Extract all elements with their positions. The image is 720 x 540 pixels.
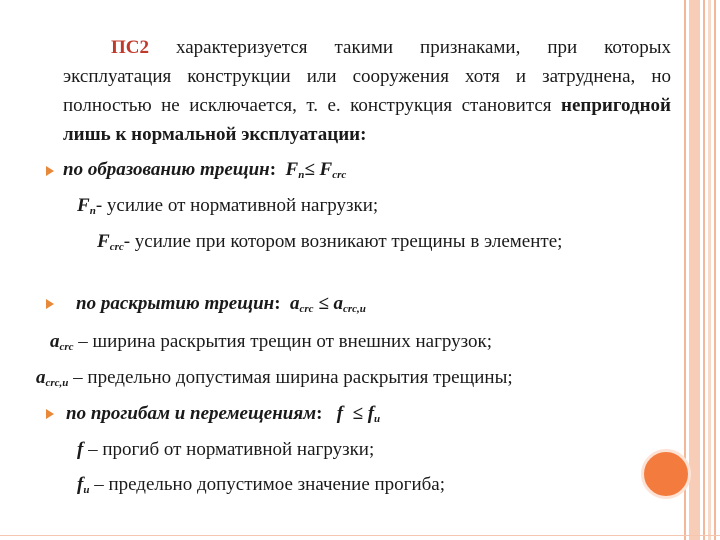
decor-bottom-line: [0, 535, 720, 536]
section2-def2: $a_{crc,u}$ – предельно допустимая ширина раскрытия трещины;: [36, 367, 513, 389]
section2-heading: по раскрытию трещин: [76, 293, 275, 314]
section3-formula: $f \le f_u$: [336, 403, 381, 425]
section3-def2: $f_u$ – предельно допустимое значение прогиба;: [77, 474, 446, 496]
section2-def1: $a_{crc}$ – ширина раскрытия трещин от внешних нагрузок;: [50, 331, 493, 353]
intro-text: характеризуется такими признаками, при которых эксплуатация конструкции или сооружения хотя и затруднена, но полностью не исключается, т. е. конструкция становится: [63, 37, 671, 116]
decor-stripe: [708, 0, 711, 540]
intro-paragraph: [63, 33, 671, 149]
section1-heading: по образованию трещин: [63, 159, 270, 180]
section3-heading-line: по прогибам и перемещениям: $f \le f_u$: [66, 403, 381, 425]
decor-stripe: [689, 0, 700, 540]
section1-formula: $F_n\le F_{crc}$: [285, 159, 347, 181]
bullet-icon: [46, 409, 54, 419]
intro-bold-text: непригодной лишь к нормальной эксплуатации:: [63, 95, 671, 145]
ps2-term: ПС2: [111, 37, 149, 58]
bullet-icon: [46, 299, 54, 309]
section2-heading-line: по раскрытию трещин: $a_{crc} \le a_{crc,u}$: [76, 293, 366, 315]
decor-circle: [641, 449, 691, 499]
section3-heading: по прогибам и перемещениям: [66, 403, 317, 424]
section3-def1: f – прогиб от нормативной нагрузки;: [77, 439, 375, 460]
section1-heading-line: по образованию трещин: $F_n\le F_{crc}$: [63, 159, 347, 181]
section2-formula: $a_{crc} \le a_{crc,u}$: [290, 293, 366, 315]
bullet-icon: [46, 166, 54, 176]
section1-def2: $F_{crc}-$ усилие при котором возникают трещины в элементе;: [97, 231, 563, 253]
section1-def1: $F_n-$ усилие от нормативной нагрузки;: [77, 195, 379, 217]
decor-stripe: [703, 0, 705, 540]
decor-stripe: [714, 0, 716, 540]
